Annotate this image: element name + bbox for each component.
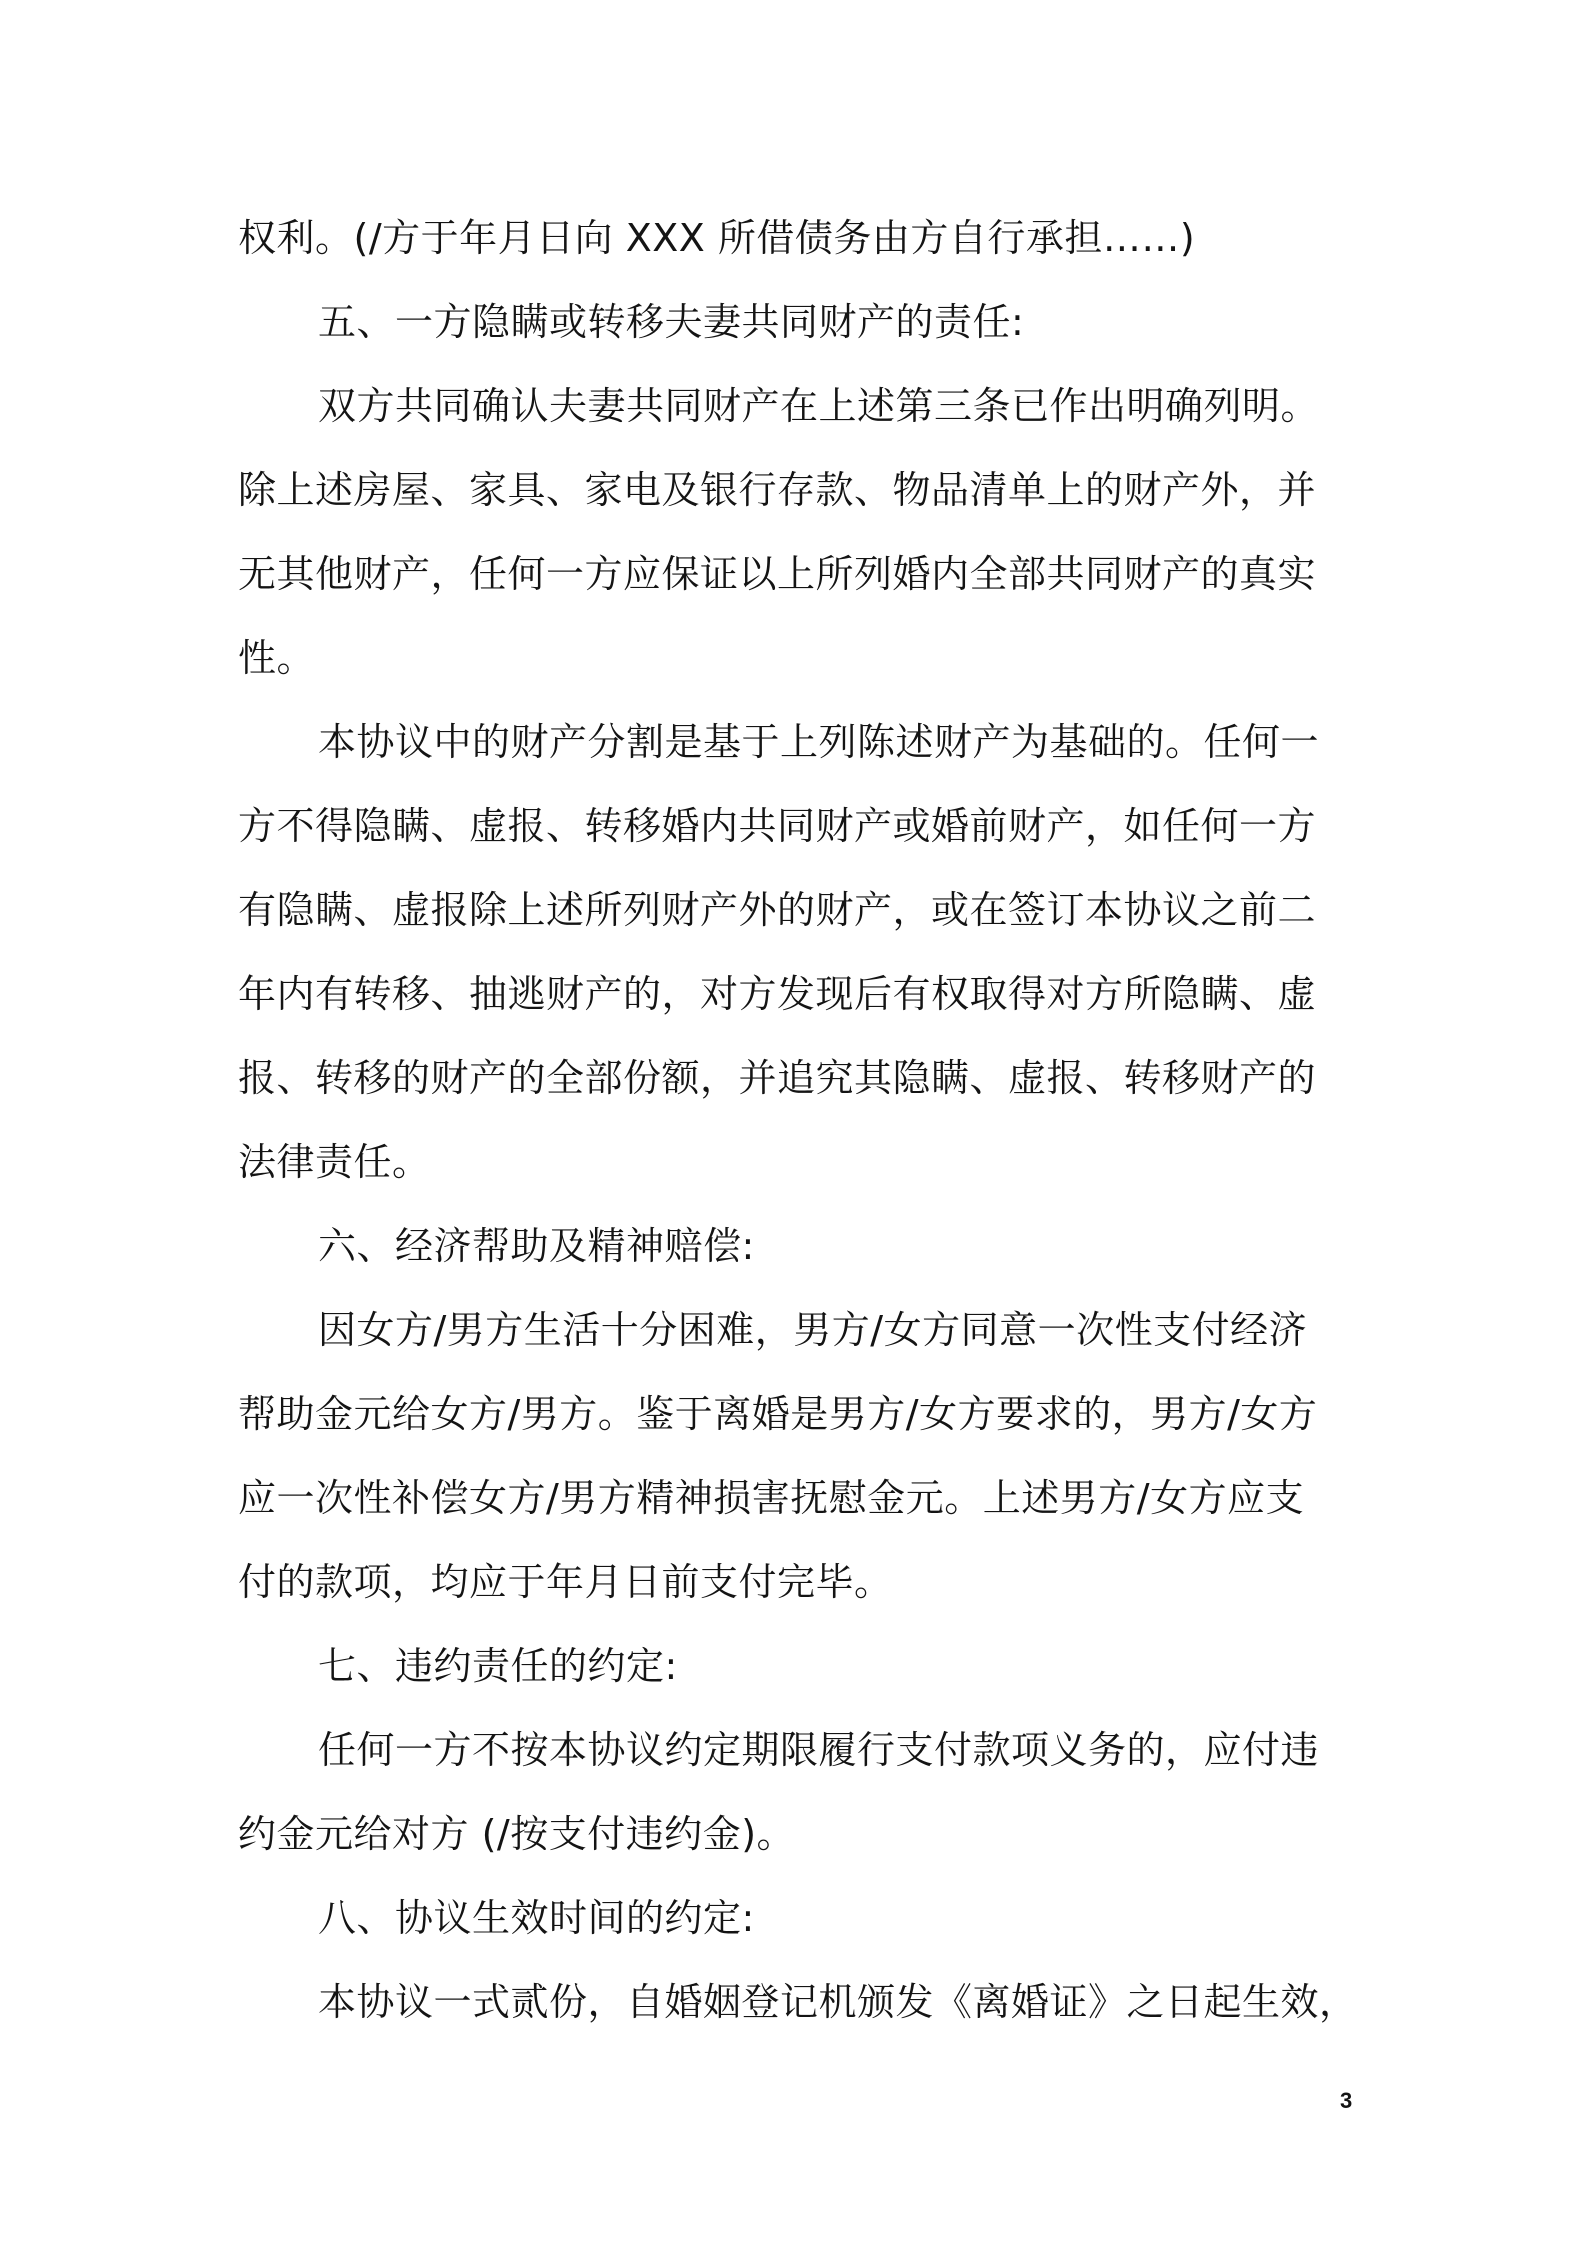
text-line: 法律责任。 xyxy=(238,1140,431,1184)
text-line: 付的款项，均应于年月日前支付完毕。 xyxy=(238,1560,893,1604)
text-line: 约金元给对方 (/按支付违约金)。 xyxy=(238,1812,796,1856)
text-line: 除上述房屋、家具、家电及银行存款、物品清单上的财产外，并 xyxy=(238,468,1317,512)
text-line: 本协议一式贰份，自婚姻登记机颁发《离婚证》之日起生效， xyxy=(318,1980,1358,2024)
text-line: 报、转移的财产的全部份额，并追究其隐瞒、虚报、转移财产的 xyxy=(238,1056,1317,1100)
section-heading-7: 七、违约责任的约定: xyxy=(318,1644,678,1688)
section-heading-5: 五、一方隐瞒或转移夫妻共同财产的责任: xyxy=(318,300,1025,344)
text-line: 方不得隐瞒、虚报、转移婚内共同财产或婚前财产，如任何一方 xyxy=(238,804,1317,848)
text-line: 权利。(/方于年月日向 XXX 所借债务由方自行承担……) xyxy=(238,216,1196,260)
section-heading-8: 八、协议生效时间的约定: xyxy=(318,1896,755,1940)
section-heading-6: 六、经济帮助及精神赔偿: xyxy=(318,1224,755,1268)
body-text xyxy=(238,196,1358,2044)
text-line: 因女方/男方生活十分困难，男方/女方同意一次性支付经济 xyxy=(318,1308,1308,1352)
text-line: 本协议中的财产分割是基于上列陈述财产为基础的。任何一 xyxy=(318,720,1320,764)
page-number: 3 xyxy=(1340,2088,1353,2113)
text-line: 任何一方不按本协议约定期限履行支付款项义务的，应付违 xyxy=(318,1728,1320,1772)
text-line: 双方共同确认夫妻共同财产在上述第三条已作出明确列明。 xyxy=(318,384,1320,428)
text-line: 应一次性补偿女方/男方精神损害抚慰金元。上述男方/女方应支 xyxy=(238,1476,1305,1520)
text-line: 无其他财产，任何一方应保证以上所列婚内全部共同财产的真实 xyxy=(238,552,1317,596)
text-line: 有隐瞒、虚报除上述所列财产外的财产，或在签订本协议之前二 xyxy=(238,888,1317,932)
text-line: 性。 xyxy=(238,636,316,680)
text-line: 帮助金元给女方/男方。鉴于离婚是男方/女方要求的，男方/女方 xyxy=(238,1392,1318,1436)
text-line: 年内有转移、抽逃财产的，对方发现后有权取得对方所隐瞒、虚 xyxy=(238,972,1317,1016)
